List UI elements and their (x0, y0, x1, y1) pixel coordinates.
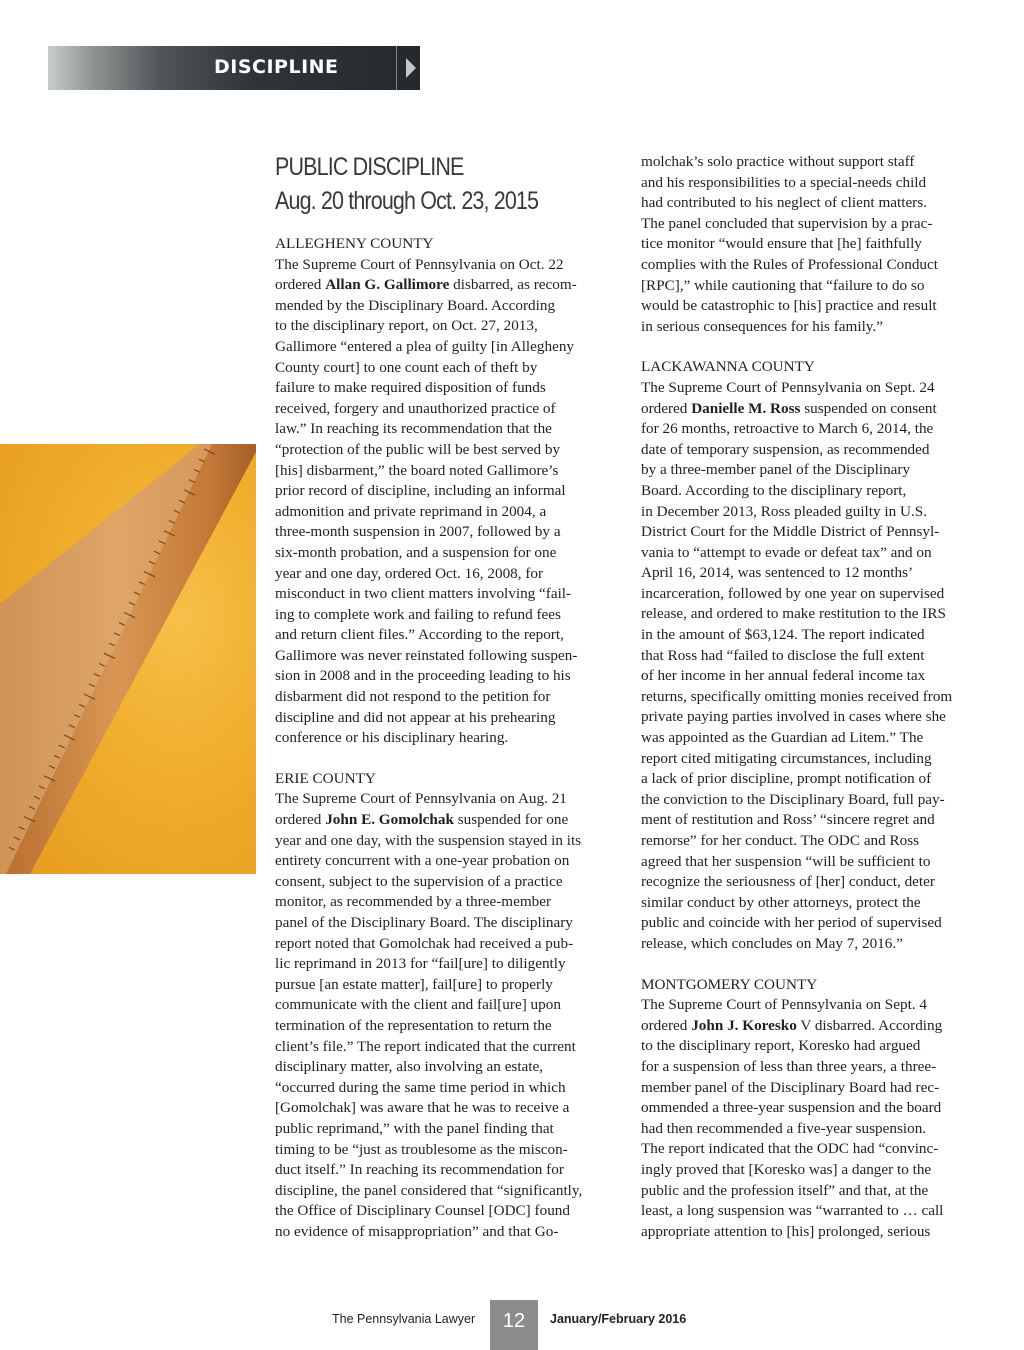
text-line: the Office of Disciplinary Counsel [ODC] found (275, 1202, 570, 1220)
county-section (641, 357, 981, 954)
text-line: and his responsibilities to a special-needs child (641, 173, 927, 191)
text-line: year and one day, with the suspension stayed in its (275, 831, 582, 849)
text-line: ommended a three-year suspension and the board (641, 1099, 942, 1117)
section-banner (48, 46, 420, 90)
text-line: private paying parties involved in cases where she (641, 708, 946, 726)
text-line: date of temporary suspension, as recommended (641, 440, 930, 458)
text-line: ing to complete work and failing to refund fees (275, 605, 561, 623)
text-line: monitor, as recommended by a three-member (275, 893, 552, 911)
text-line: public and the profession itself” and that, at the (641, 1181, 929, 1199)
page-footer (0, 1300, 1024, 1350)
text-line: remorse” for her conduct. The ODC and Ross (641, 832, 920, 849)
text-line: failure to make required disposition of funds (275, 379, 546, 397)
text-line: District Court for the Middle District of Pennsyl- (641, 523, 940, 541)
text-line: pursue [an estate matter], fail[ure] to properly (275, 975, 553, 993)
text-line: The panel concluded that supervision by a prac- (641, 214, 933, 232)
text-line: of her income in her annual federal income tax (641, 667, 926, 685)
text-line: tice monitor “would ensure that [he] faithfully (641, 235, 922, 253)
section-label: DISCIPLINE (214, 56, 339, 78)
text-line: The Supreme Court of Pennsylvania on Sept. 4 (641, 996, 927, 1014)
text-line: timing to be “just as troublesome as the miscon- (275, 1140, 568, 1158)
text-line: County court] to one count each of theft by (275, 358, 538, 376)
text-line: was appointed as the Guardian ad Litem.” The (641, 729, 924, 747)
text-line: would be catastrophic to [his] practice and result (641, 297, 937, 315)
text-line: to the disciplinary report, Koresko had argued (641, 1037, 921, 1055)
text-line: public and coincide with her period of supervised (641, 914, 942, 932)
text-line: for 26 months, retroactive to March 6, 2014, the (641, 420, 934, 438)
text-line: disbarment did not respond to the petition for (275, 688, 551, 706)
county-heading: ERIE COUNTY (275, 769, 376, 787)
county-heading: LACKAWANNA COUNTY (641, 358, 815, 376)
text-line: termination of the representation to return the (275, 1016, 552, 1034)
page-number: 12 (490, 1300, 538, 1350)
chevron-right-icon (396, 46, 423, 90)
text-line: lic reprimand in 2013 for “fail[ure] to diligently (275, 955, 566, 973)
county-section (641, 152, 981, 337)
footer-publication: The Pennsylvania Lawyer (332, 1312, 476, 1326)
text-line: ordered Danielle M. Ross suspended on consent (641, 399, 937, 417)
text-line: “protection of the public will be best served by (275, 440, 561, 458)
county-section (275, 769, 615, 1243)
article-title: PUBLIC DISCIPLINE (275, 153, 464, 181)
text-line: appropriate attention to [his] prolonged, serious (641, 1222, 931, 1240)
text-line: release, and ordered to make restitution to the IRS (641, 605, 946, 623)
county-heading: MONTGOMERY COUNTY (641, 975, 818, 993)
text-line: the conviction to the Disciplinary Board, full pay- (641, 790, 945, 808)
text-line: law.” In reaching its recommendation that the (275, 420, 552, 438)
text-line: report cited mitigating circumstances, including (641, 749, 932, 767)
text-line: in December 2013, Ross pleaded guilty in U.S. (641, 502, 927, 520)
text-line: received, forgery and unauthorized practice of (275, 399, 556, 417)
text-line: public reprimand,” with the panel finding that (275, 1119, 554, 1137)
text-line: [his] disbarment,” the board noted Gallimore’s (275, 461, 559, 479)
text-line: report noted that Gomolchak had received a pub- (275, 934, 574, 952)
ruler-photo (0, 444, 256, 874)
text-line: by a three-member panel of the Disciplinary (641, 461, 911, 479)
footer-issue: January/February 2016 (550, 1312, 687, 1326)
text-line: [Gomolchak] was aware that he was to receive a (275, 1099, 570, 1117)
text-line: a lack of prior discipline, prompt notification of (641, 770, 932, 788)
text-line: The Supreme Court of Pennsylvania on Sept. 24 (641, 378, 935, 396)
text-line: April 16, 2014, was sentenced to 12 months’ (641, 564, 914, 582)
text-line: member panel of the Disciplinary Board had rec- (641, 1078, 940, 1096)
text-line: client’s file.” The report indicated that the current (275, 1037, 576, 1055)
text-line: Gallimore was never reinstated following suspen- (275, 646, 578, 664)
text-line: prior record of discipline, including an informal (275, 482, 566, 500)
text-line: duct itself.” In reaching its recommendation for (275, 1161, 564, 1179)
text-line: returns, specifically omitting monies received from (641, 687, 953, 705)
text-line: three-month suspension in 2007, followed by a (275, 523, 561, 541)
text-line: six-month probation, and a suspension for one (275, 543, 557, 561)
text-line: Board. According to the disciplinary report, (641, 481, 907, 499)
text-line: vania to “attempt to evade or defeat tax” and on (641, 543, 932, 561)
text-line: for a suspension of less than three years, a three- (641, 1057, 937, 1075)
text-line: Gallimore “entered a plea of guilty [in Allegheny (275, 337, 575, 355)
text-line: year and one day, ordered Oct. 16, 2008, for (275, 564, 544, 582)
text-line: incarceration, followed by one year on supervised (641, 584, 945, 602)
text-line: in the amount of $63,124. The report indicated (641, 626, 925, 644)
ruler-image (0, 444, 256, 874)
text-line: recognize the seriousness of [her] conduct, deter (641, 873, 935, 891)
text-line: that Ross had “failed to disclose the full extent (641, 646, 925, 664)
text-line: ment of restitution and Ross’ “sincere regret and (641, 811, 935, 829)
text-line: The Supreme Court of Pennsylvania on Oct. 22 (275, 255, 564, 273)
text-line: least, a long suspension was “warranted to … call (641, 1202, 944, 1220)
text-line: sion in 2008 and in the proceeding leading to his (275, 667, 571, 685)
left-column (275, 150, 615, 1263)
text-line: communicate with the client and fail[ure] upon (275, 996, 561, 1014)
text-line: no evidence of misappropriation” and that Go- (275, 1222, 559, 1240)
county-section (641, 975, 981, 1243)
text-line: consent, subject to the supervision of a practice (275, 872, 563, 890)
text-line: molchak’s solo practice without support staff (641, 153, 915, 170)
text-line: misconduct in two client matters involving “fail- (275, 585, 572, 603)
text-line: complies with the Rules of Professional Conduct (641, 255, 938, 273)
article-dates: Aug. 20 through Oct. 23, 2015 (275, 187, 539, 215)
text-line: [RPC],” while cautioning that “failure to do so (641, 276, 925, 294)
text-line: similar conduct by other attorneys, protect the (641, 893, 921, 911)
text-line: in serious consequences for his family.” (641, 317, 883, 335)
text-line: The report indicated that the ODC had “convinc- (641, 1140, 939, 1158)
text-line: and return client files.” According to the report, (275, 626, 564, 644)
text-line: to the disciplinary report, on Oct. 27, 2013, (275, 317, 538, 335)
text-line: had then recommended a five-year suspension. (641, 1119, 927, 1137)
text-line: discipline, the panel considered that “significantly, (275, 1181, 583, 1199)
text-line: The Supreme Court of Pennsylvania on Aug. 21 (275, 790, 567, 808)
right-column (641, 152, 981, 1262)
text-line: mended by the Disciplinary Board. According (275, 296, 556, 314)
text-line: panel of the Disciplinary Board. The disciplinary (275, 914, 573, 931)
text-line: ingly proved that [Koresko was] a danger to the (641, 1160, 932, 1178)
text-line: discipline and did not appear at his prehearing (275, 708, 556, 726)
text-line: “occurred during the same time period in which (275, 1078, 566, 1096)
county-section (275, 234, 615, 749)
text-line: ordered John E. Gomolchak suspended for one (275, 811, 569, 829)
county-heading: ALLEGHENY COUNTY (275, 235, 434, 252)
text-line: release, which concludes on May 7, 2016.” (641, 934, 903, 952)
text-line: admonition and private reprimand in 2004, a (275, 502, 547, 520)
text-line: entirety concurrent with a one-year probation on (275, 852, 570, 870)
text-line: agreed that her suspension “will be sufficient to (641, 852, 931, 870)
text-line: ordered Allan G. Gallimore disbarred, as recom- (275, 276, 577, 294)
text-line: had contributed to his neglect of client matters. (641, 194, 927, 212)
text-line: conference or his disciplinary hearing. (275, 729, 509, 747)
text-line: ordered John J. Koresko V disbarred. According (641, 1016, 943, 1034)
text-line: disciplinary matter, also involving an estate, (275, 1058, 544, 1076)
